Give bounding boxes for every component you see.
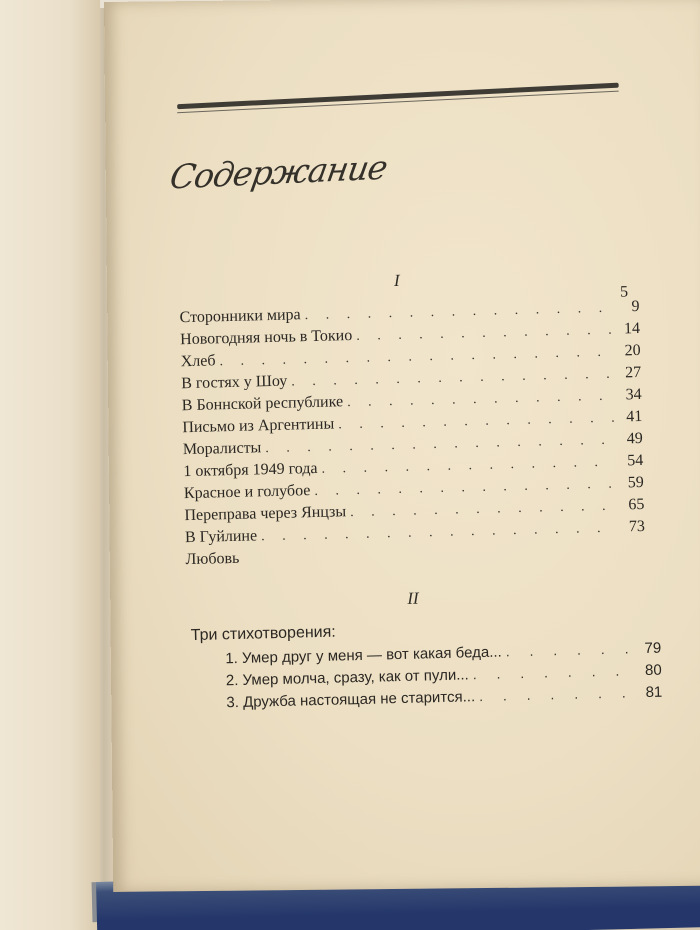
toc-entry-page: 73	[628, 517, 646, 536]
toc-list	[179, 282, 646, 573]
dot-leader	[356, 323, 612, 345]
dot-leader	[314, 477, 616, 500]
contents-page	[104, 0, 700, 892]
toc-entry-page: 9	[631, 297, 640, 316]
dot-leader	[321, 455, 615, 478]
toc-entry-page: 54	[627, 451, 644, 470]
toc-entry-page: 65	[628, 495, 645, 514]
toc-entry-title: Переправа через Янцзы	[184, 503, 347, 525]
poem-entry-page: 80	[644, 661, 662, 680]
dot-leader	[350, 499, 617, 522]
first-entry-page-number: 5	[619, 283, 629, 301]
dot-leader	[473, 662, 634, 682]
dot-leader	[479, 684, 635, 704]
toc-entry-title: Хлеб	[180, 352, 216, 371]
toc-entry-page: 14	[623, 319, 641, 338]
toc-entry-title: Моралисты	[182, 439, 262, 459]
toc-entry-page: 41	[625, 407, 643, 426]
toc-entry-page: 59	[627, 473, 645, 492]
poems-heading: Три стихотворения:	[190, 623, 336, 645]
dot-leader	[506, 640, 634, 659]
toc-entry-page	[243, 562, 271, 563]
poem-entry-title: 1. Умер друг у меня — вот какая беда...	[225, 643, 502, 668]
toc-entry-title: Новогодняя ночь в Токио	[179, 327, 353, 349]
toc-entry-title: Сторонники мира	[179, 306, 301, 327]
toc-entry-title: Письмо из Аргентины	[182, 415, 335, 437]
section-number-two: II	[407, 588, 419, 608]
toc-entry-title: В Гуйлине	[184, 527, 258, 547]
poem-entry-page: 81	[645, 683, 663, 702]
page-title: Содержание	[167, 147, 390, 197]
dot-leader	[305, 301, 612, 324]
dot-leader	[338, 411, 614, 434]
toc-entry-title: В Боннской республике	[181, 393, 344, 415]
poem-entry-title: 3. Дружба настоящая не старится...	[226, 688, 476, 712]
toc-entry-page: 20	[624, 341, 641, 360]
header-rule	[177, 83, 619, 110]
section-number-one: I	[393, 270, 400, 290]
dot-leader	[347, 389, 614, 412]
toc-entry-page: 27	[624, 363, 642, 382]
toc-entry-title: Любовь	[185, 549, 240, 569]
toc-entry-title: 1 октября 1949 года	[183, 459, 318, 481]
poem-entry-page: 79	[644, 639, 662, 658]
toc-entry-page: 49	[626, 429, 643, 448]
poem-entry-title: 2. Умер молча, сразу, как от пули...	[225, 666, 469, 690]
left-page	[0, 0, 100, 930]
poems-section	[191, 616, 663, 717]
toc-entry-page: 34	[625, 385, 642, 404]
toc-entry-title: В гостях у Шоу	[181, 372, 288, 393]
toc-entry-title: Красное и голубое	[183, 482, 311, 503]
